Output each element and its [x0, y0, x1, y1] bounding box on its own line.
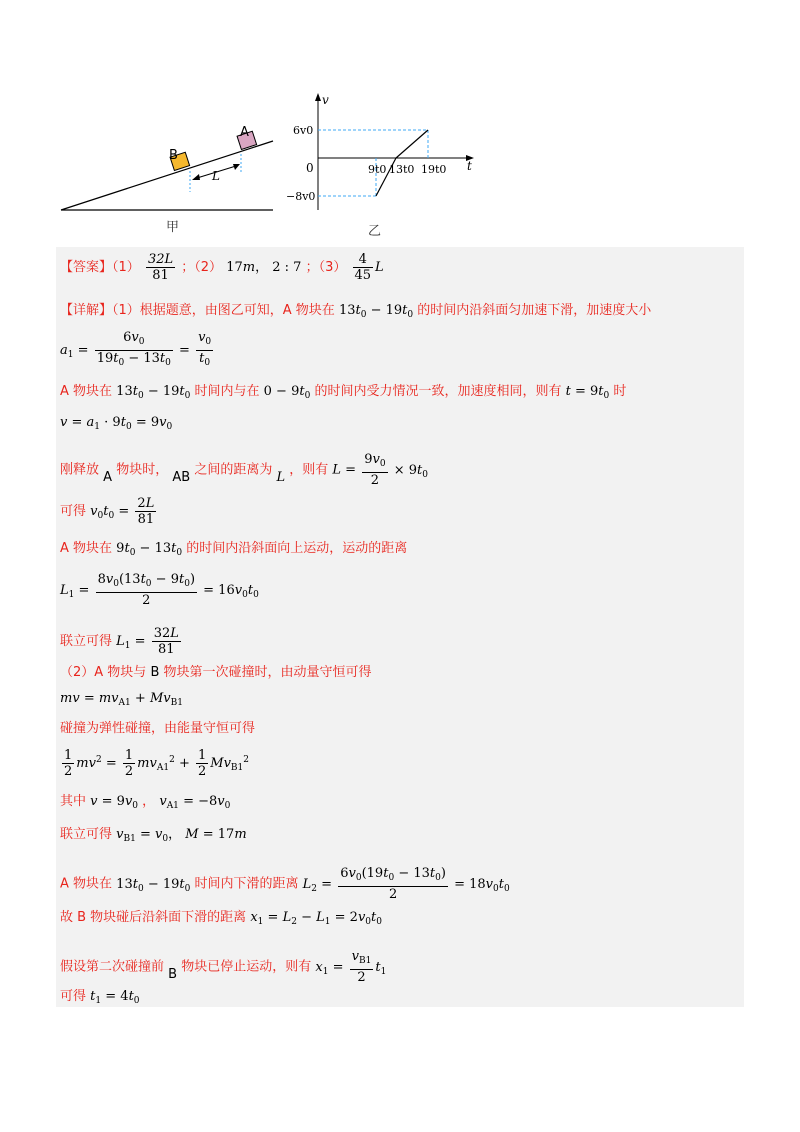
- problem-figure: [0, 0, 800, 245]
- origin-label: 0: [306, 161, 314, 175]
- block-a-label: A: [240, 125, 249, 140]
- answer-3-value: $\frac{4}{45}$: [354, 252, 372, 283]
- detail-line-18: 假设第二次碰撞前 B 物块已停止运动，则有 $x_1$ = $\frac{v_{B1}}{2}$ $t_1$: [60, 949, 387, 985]
- detail-line-3: A 物块在 $13t_0 - 19t_0$ 时间内与在 $0 - 9t_0$ 的时间内受力情况一致，加速度相同，则有 $t = 9t_0$ 时: [60, 384, 627, 401]
- detail-line-12: 碰撞为弹性碰撞，由能量守恒可得: [60, 721, 256, 736]
- v-axis-label: v: [322, 93, 329, 107]
- x-tick-19t0: 19t0: [421, 163, 447, 176]
- detail-line-14: 其中 $v = 9v_0$ ， $v_{A1} = -8v_0$: [60, 794, 231, 811]
- equation-v: $v = a_1 \cdot 9t_0 = 9v_0$: [60, 415, 173, 432]
- y-top-label: 6v0: [293, 124, 314, 137]
- detail-line-19: 可得 $t_1 = 4t_0$: [60, 989, 140, 1006]
- detail-line-16: A 物块在 $13t_0 - 19t_0$ 时间内下滑的距离 $L_2$ = $\frac{6v_0(19t_0 - 13t_0)}{2}$ = $18v_0t_0$: [60, 866, 510, 902]
- answer-line: 【答案】（1） $\frac{32L}{81}$ ；（2） 17m， 2 : 7 ；（3） $\frac{4}{45}$ L: [60, 252, 384, 283]
- detail-line-9: 联立可得 $L_1$ = $\frac{32L}{81}$: [60, 626, 179, 657]
- x-tick-13t0: 13t0: [389, 163, 415, 176]
- length-label: L: [212, 169, 220, 183]
- velocity-segment-2: [396, 130, 428, 158]
- answer-1-value: $\frac{32L}{81}$: [147, 252, 174, 283]
- equation-l1: $L_1$ = $\frac{8v_0(13t_0 - 9t_0)}{2}$ = $16v_0t_0$: [60, 572, 259, 608]
- incline-diagram: [61, 125, 273, 235]
- detail-line-7: A 物块在 $9t_0 - 13t_0$ 的时间内沿斜面向上运动，运动的距离: [60, 541, 408, 558]
- equation-momentum: mv = $mv_{A1} + Mv_{B1}$: [60, 691, 183, 708]
- y-bottom-label: −8v0: [286, 190, 316, 203]
- detail-line-6: 可得 $v_0t_0$ = $\frac{2L}{81}$: [60, 496, 155, 527]
- detail-line-15: 联立可得 $v_{B1} = v_0$， M = 17m: [60, 827, 247, 844]
- equation-a1: $a_1$ = $\frac{6v_0}{19t_0 - 13t_0}$ = $\frac{v_0}{t_0}$: [60, 330, 212, 368]
- equation-energy: $\frac{1}{2}$ $mv^2$ = $\frac{1}{2}$ $mv_{A1}^2$ + $\frac{1}{2}$ $Mv_{B1}^2$: [64, 748, 249, 779]
- block-b-label: B: [169, 148, 178, 163]
- x-tick-9t0: 9t0: [368, 163, 387, 176]
- detail-line-10: （2）A 物块与 B 物块第一次碰撞时，由动量守恒可得: [60, 665, 372, 680]
- detail-line-5: 刚释放 A 物块时， AB 之间的距离为 L ，则有 L = $\frac{9v_0}{2}$ × $9t_0$: [60, 452, 428, 488]
- answer-label: 【答案】: [60, 260, 113, 275]
- answer-2-value: 17m， 2 : 7: [226, 260, 302, 275]
- vt-graph: [286, 93, 474, 239]
- t-axis-label: t: [467, 159, 472, 173]
- left-caption: 甲: [166, 220, 180, 235]
- detail-line-1: 【详解】（1）根据题意，由图乙可知，A 物块在 $13t_0 - 19t_0$ 的时间内沿斜面匀加速下滑，加速度大小: [60, 303, 652, 320]
- right-caption: 乙: [368, 224, 382, 239]
- detail-line-17: 故 B 物块碰后沿斜面下滑的距离 $x_1 = L_2 - L_1 = 2v_0t_0$: [60, 910, 382, 927]
